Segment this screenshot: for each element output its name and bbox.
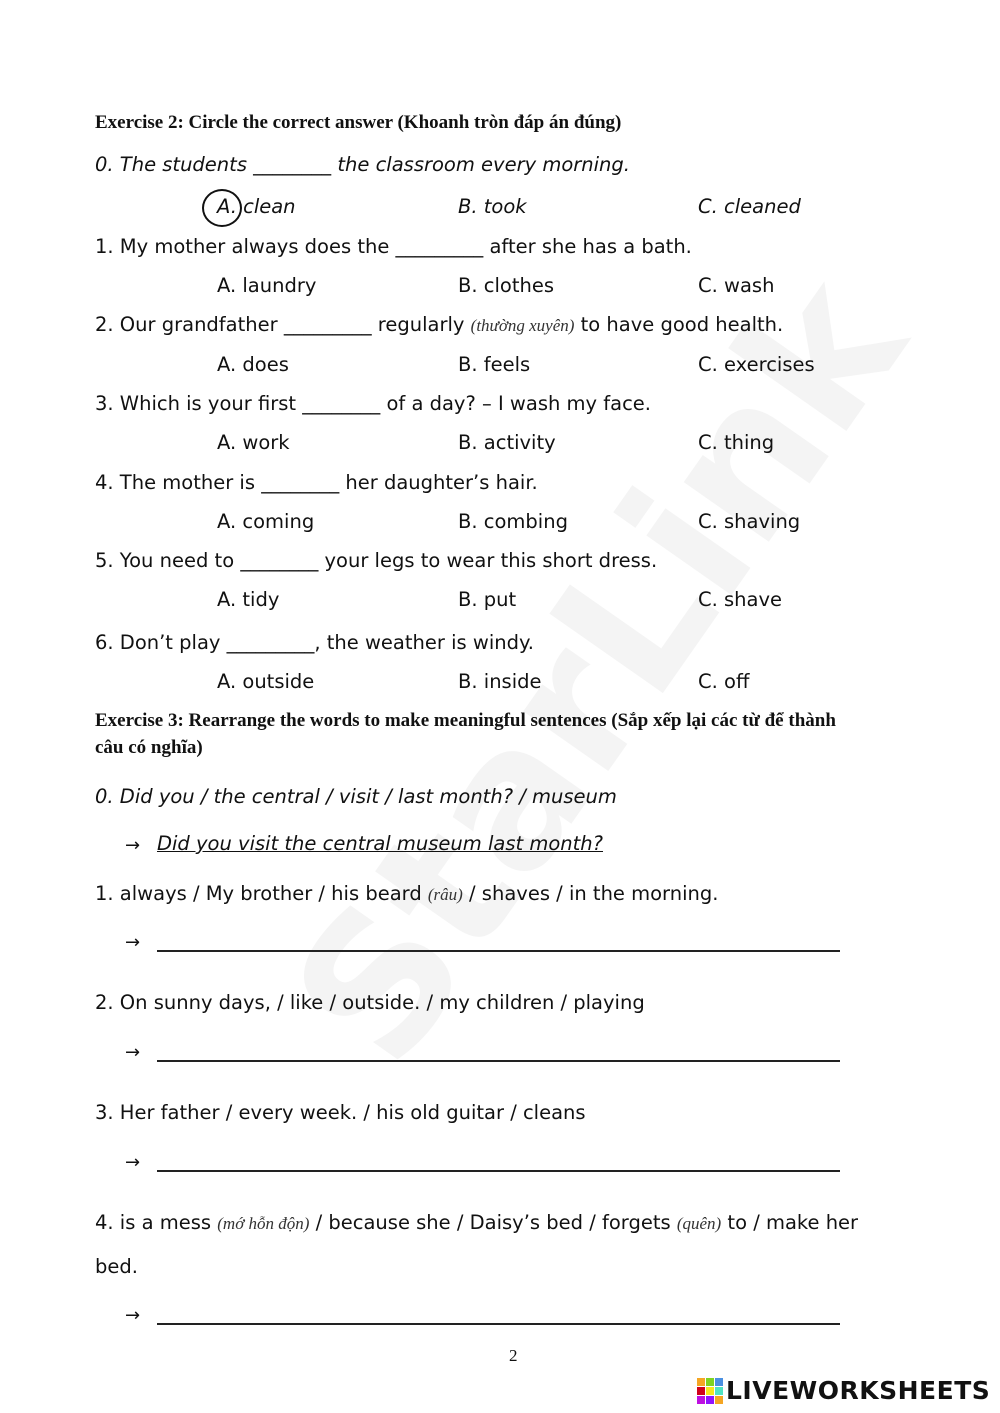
ex2-question-2 xyxy=(95,313,783,336)
ex3-question-4 xyxy=(95,1211,858,1234)
arrow-icon: → xyxy=(125,835,141,856)
ex3-q4-text-pre: 4. is a mess xyxy=(95,1211,218,1234)
ex2-q3-option-b[interactable]: B. activity xyxy=(458,431,556,454)
ex3-q4-gloss-1: (mớ hỗn độn) xyxy=(217,1214,310,1233)
ex2-q2-gloss: (thường xuyên) xyxy=(470,316,575,335)
ex2-q5-option-a[interactable]: A. tidy xyxy=(217,588,280,611)
ex2-q3-option-c[interactable]: C. thing xyxy=(698,431,775,454)
ex2-q3-option-a[interactable]: A. work xyxy=(217,431,290,454)
ex2-question-3: 3. Which is your first ________ of a day? – I wash my face. xyxy=(95,392,651,415)
ex3-q4-line2: bed. xyxy=(95,1255,138,1278)
ex2-question-5: 5. You need to ________ your legs to wear this short dress. xyxy=(95,549,658,572)
ex2-q0-option-b[interactable]: B. took xyxy=(458,195,527,218)
ex2-q2-option-a[interactable]: A. does xyxy=(217,353,289,376)
liveworksheets-logo[interactable] xyxy=(697,1376,990,1405)
ex2-q0-option-c[interactable]: C. cleaned xyxy=(698,195,801,218)
ex3-example-prompt: 0. Did you / the central / visit / last month? / museum xyxy=(95,785,617,808)
logo-tile xyxy=(706,1387,714,1395)
ex2-q1-option-b[interactable]: B. clothes xyxy=(458,274,555,297)
ex3-question-2: 2. On sunny days, / like / outside. / my children / playing xyxy=(95,991,645,1014)
arrow-icon: → xyxy=(125,932,141,953)
ex2-q1-option-a[interactable]: A. laundry xyxy=(217,274,317,297)
page-number: 2 xyxy=(509,1346,518,1365)
exercise2-title: Exercise 2: Circle the correct answer (Khoanh tròn đáp án đúng) xyxy=(95,112,622,133)
ex3-question-3: 3. Her father / every week. / his old guitar / cleans xyxy=(95,1101,586,1124)
logo-tile xyxy=(706,1396,714,1404)
ex3-example-answer: Did you visit the central museum last month? xyxy=(157,832,603,855)
ex2-q2-option-c[interactable]: C. exercises xyxy=(698,353,815,376)
ex2-q1-option-c[interactable]: C. wash xyxy=(698,274,775,297)
ex3-q4-gloss-2: (quên) xyxy=(676,1214,722,1233)
ex2-question-0: 0. The students ________ the classroom every morning. xyxy=(95,153,630,176)
ex3-q4-text-mid: / because she / Daisy’s bed / forgets xyxy=(309,1211,677,1234)
arrow-icon: → xyxy=(125,1305,141,1326)
watermark xyxy=(251,240,947,1102)
logo-tile xyxy=(697,1387,705,1395)
ex3-q1-answer-line[interactable] xyxy=(157,950,840,952)
ex2-q2-option-b[interactable]: B. feels xyxy=(458,353,531,376)
ex3-q4-answer-line[interactable] xyxy=(157,1323,840,1325)
ex2-q5-option-b[interactable]: B. put xyxy=(458,588,517,611)
arrow-icon: → xyxy=(125,1042,141,1063)
logo-tile xyxy=(706,1378,714,1386)
ex3-question-1 xyxy=(95,882,718,905)
logo-tile xyxy=(697,1378,705,1386)
exercise3-title-line1: Exercise 3: Rearrange the words to make meaningful sentences (Sắp xếp lại các từ để thành xyxy=(95,710,836,731)
logo-text: LIVEWORKSHEETS xyxy=(726,1376,991,1405)
ex2-q0-option-a[interactable]: A. clean xyxy=(217,195,296,218)
logo-tile xyxy=(715,1378,723,1386)
ex2-q6-option-c[interactable]: C. off xyxy=(698,670,750,693)
ex2-q4-option-c[interactable]: C. shaving xyxy=(698,510,801,533)
ex2-question-1: 1. My mother always does the _________ after she has a bath. xyxy=(95,235,692,258)
ex2-question-4: 4. The mother is ________ her daughter’s hair. xyxy=(95,471,538,494)
ex2-q5-option-c[interactable]: C. shave xyxy=(698,588,783,611)
ex3-q2-answer-line[interactable] xyxy=(157,1060,840,1062)
ex3-q1-text-pre: 1. always / My brother / his beard xyxy=(95,882,428,905)
ex3-q1-gloss: (râu) xyxy=(427,885,463,904)
ex3-q1-text-post: / shaves / in the morning. xyxy=(462,882,719,905)
logo-grid-icon xyxy=(697,1378,723,1404)
exercise3-title-line2: câu có nghĩa) xyxy=(95,737,203,758)
ex3-q4-text-post: to / make her xyxy=(721,1211,859,1234)
ex3-q3-answer-line[interactable] xyxy=(157,1170,840,1172)
arrow-icon: → xyxy=(125,1152,141,1173)
ex2-q4-option-a[interactable]: A. coming xyxy=(217,510,315,533)
ex2-q6-option-a[interactable]: A. outside xyxy=(217,670,315,693)
ex2-q4-option-b[interactable]: B. combing xyxy=(458,510,568,533)
logo-tile xyxy=(715,1396,723,1404)
logo-tile xyxy=(697,1396,705,1404)
ex2-q6-option-b[interactable]: B. inside xyxy=(458,670,542,693)
ex2-question-6: 6. Don’t play _________, the weather is windy. xyxy=(95,631,534,654)
ex2-q2-text-post: to have good health. xyxy=(574,313,784,336)
ex2-q2-text-pre: 2. Our grandfather _________ regularly xyxy=(95,313,471,336)
logo-tile xyxy=(715,1387,723,1395)
